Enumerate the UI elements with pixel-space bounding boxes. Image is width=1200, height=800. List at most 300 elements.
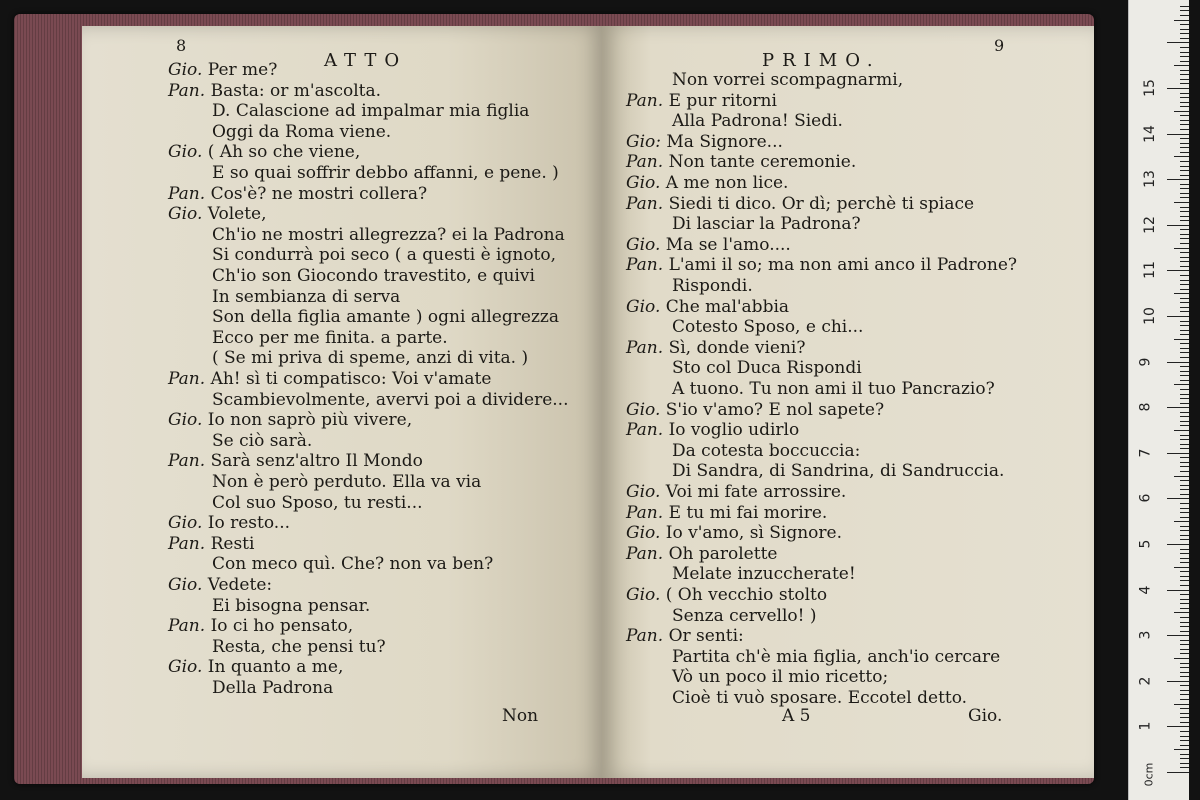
text-line <box>168 575 272 595</box>
dialogue-text: Non tante ceremonie. <box>668 152 857 173</box>
text-line <box>212 225 565 245</box>
dialogue-text: Si condurrà poi seco ( a questi è ignoto, <box>212 245 557 266</box>
ruler-tick <box>1180 649 1189 650</box>
ruler-tick <box>1180 147 1189 148</box>
ruler-tick <box>1180 352 1189 353</box>
ruler-number: 4 <box>1137 585 1154 595</box>
ruler-tick <box>1174 658 1189 659</box>
dialogue-text: Ei bisogna pensar. <box>212 595 371 616</box>
ruler-tick <box>1180 380 1189 381</box>
speaker-name: Gio. <box>626 585 661 605</box>
dialogue-text: Di lasciar la Padrona? <box>672 214 861 235</box>
text-line <box>212 637 386 657</box>
dialogue-text: Io voglio udirlo <box>668 420 800 441</box>
ruler-tick <box>1180 685 1189 686</box>
ruler-tick <box>1180 512 1189 513</box>
dialogue-text: Io ci ho pensato, <box>210 616 354 637</box>
ruler-tick <box>1180 389 1189 390</box>
speaker-name: Pan. <box>626 255 664 276</box>
ruler-number: 15 <box>1141 79 1158 97</box>
dialogue-text: Sì, donde vieni? <box>668 337 806 358</box>
text-line <box>672 358 862 378</box>
speaker-name: Pan. <box>168 369 206 389</box>
dialogue-text: Con meco quì. Che? non va ben? <box>212 554 494 575</box>
ruler-tick <box>1180 375 1189 376</box>
ruler-number: 13 <box>1141 170 1158 189</box>
ruler-tick <box>1180 672 1189 673</box>
ruler-tick <box>1180 594 1189 595</box>
ruler-number: 3 <box>1137 630 1154 640</box>
ruler-tick <box>1167 635 1189 636</box>
ruler-tick <box>1180 640 1189 641</box>
ruler-tick <box>1180 539 1189 540</box>
text-line <box>672 647 1000 667</box>
speaker-name: Pan. <box>626 420 664 441</box>
ruler-tick <box>1180 207 1189 208</box>
text-line <box>212 554 493 574</box>
text-line <box>626 482 846 502</box>
speaker-name: Pan. <box>168 616 206 637</box>
ruler-tick <box>1180 626 1189 627</box>
ruler-number: 8 <box>1137 402 1154 412</box>
speaker-name: Gio. <box>168 410 203 431</box>
speaker-name: Pan. <box>626 152 664 173</box>
ruler-tick <box>1180 580 1189 581</box>
ruler-tick <box>1180 403 1189 404</box>
ruler-number: 1 <box>1137 721 1154 731</box>
dialogue-text: Oggi da Roma viene. <box>212 121 392 142</box>
ruler-tick <box>1180 311 1189 312</box>
ruler-tick <box>1180 425 1189 426</box>
ruler-tick <box>1180 585 1189 586</box>
dialogue-text: Della Padrona <box>212 678 334 698</box>
ruler-tick <box>1180 535 1189 536</box>
ruler-tick <box>1180 175 1189 176</box>
ruler-tick <box>1180 608 1189 609</box>
ruler-tick <box>1180 184 1189 185</box>
ruler-tick <box>1180 124 1189 125</box>
dialogue-text: ( Oh vecchio stolto <box>665 585 828 605</box>
ruler-tick <box>1180 421 1189 422</box>
ruler-tick <box>1180 298 1189 299</box>
text-line <box>626 132 783 152</box>
speaker-name: Pan. <box>626 543 664 564</box>
dialogue-text: Sto col Duca Rispondi <box>672 358 862 379</box>
ruler-tick <box>1180 211 1189 212</box>
text-line <box>168 451 423 471</box>
ruler-tick <box>1180 576 1189 577</box>
speaker-name: Pan. <box>626 626 664 647</box>
dialogue-text: Vò un poco il mio ricetto; <box>672 667 889 688</box>
dialogue-text: Io non saprò più vivere, <box>207 410 413 431</box>
ruler-tick <box>1180 220 1189 221</box>
ruler-tick <box>1180 238 1189 239</box>
ruler-tick <box>1180 644 1189 645</box>
ruler-tick <box>1180 243 1189 244</box>
dialogue-text: Non è però perduto. Ella va via <box>212 472 482 492</box>
ruler-tick <box>1180 444 1189 445</box>
ruler-tick <box>1180 699 1189 700</box>
ruler-tick <box>1174 384 1189 385</box>
ruler-tick <box>1180 52 1189 53</box>
dialogue-text: Oh parolette <box>668 543 778 564</box>
ruler-tick <box>1180 736 1189 737</box>
ruler-tick <box>1180 530 1189 531</box>
dialogue-text: Ma Signore... <box>666 131 783 152</box>
ruler-tick <box>1180 562 1189 563</box>
speaker-name: Gio. <box>626 173 661 193</box>
ruler-tick <box>1180 667 1189 668</box>
ruler-tick <box>1180 549 1189 550</box>
text-line <box>168 616 353 636</box>
dialogue-text: Son della figlia amante ) ogni allegrezza <box>212 307 559 328</box>
ruler-tick <box>1180 106 1189 107</box>
dialogue-text: Ma se l'amo.... <box>665 234 791 255</box>
speaker-name: Gio. <box>626 296 661 317</box>
ruler-tick <box>1180 717 1189 718</box>
ruler-tick <box>1180 754 1189 755</box>
ruler-tick <box>1180 740 1189 741</box>
ruler-tick <box>1180 252 1189 253</box>
ruler-tick <box>1167 270 1189 271</box>
ruler-tick <box>1174 156 1189 157</box>
ruler-tick <box>1180 603 1189 604</box>
ruler-tick <box>1180 115 1189 116</box>
dialogue-text: Vedete: <box>207 575 273 595</box>
speaker-name: Pan. <box>168 533 206 554</box>
ruler-tick <box>1180 33 1189 34</box>
text-line <box>626 400 884 420</box>
ruler-tick <box>1174 202 1189 203</box>
ruler-number: 11 <box>1141 261 1158 280</box>
ruler-tick <box>1180 517 1189 518</box>
dialogue-text: Ch'io ne mostri allegrezza? ei la Padrona <box>212 224 565 245</box>
text-line <box>212 472 481 492</box>
ruler-tick <box>1180 466 1189 467</box>
ruler-tick <box>1180 439 1189 440</box>
ruler-tick <box>1180 79 1189 80</box>
ruler-tick <box>1180 398 1189 399</box>
ruler-tick <box>1180 266 1189 267</box>
ruler-tick <box>1174 476 1189 477</box>
ruler-tick <box>1180 394 1189 395</box>
text-line <box>212 101 529 121</box>
speaker-name: Pan. <box>168 80 206 101</box>
ruler-unit-label: 0cm <box>1142 762 1156 787</box>
speaker-name: Gio. <box>626 523 661 544</box>
ruler-tick <box>1180 653 1189 654</box>
speaker-name: Pan. <box>626 502 664 523</box>
ruler-tick <box>1180 553 1189 554</box>
ruler-tick <box>1167 590 1189 591</box>
dialogue-text: E so quai soffrir debbo affanni, e pene. ) <box>212 163 559 183</box>
text-line <box>626 91 777 111</box>
text-line <box>672 688 967 708</box>
speaker-name: Gio. <box>168 204 203 225</box>
text-line <box>626 235 791 255</box>
ruler-tick <box>1167 453 1189 454</box>
ruler-tick <box>1180 70 1189 71</box>
dialogue-text: Cioè ti vuò sposare. Eccotel detto. <box>672 688 968 708</box>
speaker-name: Gio. <box>626 399 661 420</box>
ruler-tick <box>1180 416 1189 417</box>
ruler-number: 6 <box>1137 493 1154 503</box>
text-line <box>212 307 559 327</box>
ruler-tick <box>1180 229 1189 230</box>
text-line <box>626 544 777 564</box>
ruler-tick <box>1180 302 1189 303</box>
text-line <box>672 111 843 131</box>
left-page <box>82 26 604 778</box>
ruler-tick <box>1180 330 1189 331</box>
ruler-tick <box>1180 97 1189 98</box>
dialogue-text: A me non lice. <box>665 173 789 193</box>
ruler-tick <box>1180 489 1189 490</box>
dialogue-text: Melate inzuccherate! <box>672 564 856 585</box>
text-line <box>168 369 491 389</box>
ruler-tick <box>1180 494 1189 495</box>
ruler-tick <box>1180 758 1189 759</box>
ruler-tick <box>1180 307 1189 308</box>
ruler-tick <box>1180 690 1189 691</box>
ruler-tick <box>1180 676 1189 677</box>
ruler-tick <box>1174 704 1189 705</box>
dialogue-text: Che mal'abbia <box>665 296 790 317</box>
text-line <box>168 657 343 677</box>
speaker-name: Gio. <box>168 60 203 80</box>
ruler-tick <box>1180 284 1189 285</box>
text-line <box>212 348 528 368</box>
text-line <box>626 338 805 358</box>
ruler-number: 2 <box>1137 676 1154 686</box>
ruler-tick <box>1180 193 1189 194</box>
dialogue-text: Or senti: <box>668 626 744 647</box>
ruler-tick <box>1180 289 1189 290</box>
ruler-tick <box>1180 275 1189 276</box>
ruler-tick <box>1180 694 1189 695</box>
text-line <box>672 317 863 337</box>
dialogue-text: Rispondi. <box>672 276 753 296</box>
ruler-tick <box>1180 503 1189 504</box>
ruler-tick <box>1174 339 1189 340</box>
ruler-tick <box>1174 293 1189 294</box>
dialogue-text: A tuono. Tu non ami il tuo Pancrazio? <box>672 379 995 399</box>
dialogue-text: Sarà senz'altro Il Mondo <box>210 451 423 472</box>
right-page <box>602 26 1094 778</box>
text-line <box>168 410 412 430</box>
ruler-tick <box>1180 138 1189 139</box>
ruler-tick <box>1167 544 1189 545</box>
ruler-tick <box>1180 731 1189 732</box>
dialogue-text: Ecco per me finita. a parte. <box>212 327 448 348</box>
ruler-tick <box>1180 56 1189 57</box>
text-line <box>212 493 423 513</box>
text-line <box>212 122 391 142</box>
ruler-number: 12 <box>1141 215 1158 234</box>
speaker-name: Gio. <box>168 142 203 163</box>
dialogue-text: Io resto... <box>207 513 291 534</box>
text-line <box>168 204 267 224</box>
dialogue-text: L'ami il so; ma non ami anco il Padrone? <box>668 255 1017 276</box>
speaker-name: Pan. <box>626 337 664 358</box>
running-head: PRIMO. <box>762 50 881 71</box>
catchword: Non <box>502 706 539 726</box>
speaker-name: Pan. <box>168 183 206 204</box>
text-line <box>168 513 290 533</box>
ruler-tick <box>1167 134 1189 135</box>
ruler-tick <box>1180 216 1189 217</box>
ruler-tick <box>1180 83 1189 84</box>
text-line <box>168 81 381 101</box>
ruler-tick <box>1180 143 1189 144</box>
ruler-tick <box>1180 24 1189 25</box>
dialogue-text: Cos'è? ne mostri collera? <box>210 183 428 204</box>
dialogue-text: D. Calascione ad impalmar mia figlia <box>212 101 530 122</box>
ruler-tick <box>1180 485 1189 486</box>
ruler-tick <box>1180 622 1189 623</box>
ruler-tick <box>1180 448 1189 449</box>
signature-mark: A 5 <box>782 706 811 726</box>
ruler-tick <box>1180 15 1189 16</box>
dialogue-text: Da cotesta boccuccia: <box>672 440 861 461</box>
text-line <box>626 523 842 543</box>
speaker-name: Gio. <box>168 513 203 534</box>
text-line <box>626 297 789 317</box>
ruler-tick <box>1167 362 1189 363</box>
text-line <box>212 328 448 348</box>
text-line <box>672 379 995 399</box>
text-line <box>168 534 254 554</box>
ruler-tick <box>1180 558 1189 559</box>
dialogue-text: In quanto a me, <box>207 657 344 678</box>
dialogue-text: Resti <box>210 533 255 554</box>
dialogue-text: Se ciò sarà. <box>212 430 313 451</box>
text-line <box>212 163 559 183</box>
dialogue-text: Cotesto Sposo, e chi... <box>672 317 864 338</box>
text-line <box>672 276 753 296</box>
ruler-tick <box>1167 225 1189 226</box>
ruler-tick <box>1180 457 1189 458</box>
ruler-tick <box>1180 74 1189 75</box>
dialogue-text: Senza cervello! ) <box>672 605 817 626</box>
ruler-tick <box>1180 280 1189 281</box>
dialogue-text: ( Ah so che viene, <box>207 142 361 163</box>
ruler-tick <box>1180 357 1189 358</box>
ruler-tick <box>1180 617 1189 618</box>
text-line <box>212 431 312 451</box>
text-line <box>626 194 974 214</box>
text-line <box>212 596 370 616</box>
text-line <box>212 245 556 265</box>
ruler-tick <box>1180 508 1189 509</box>
text-line <box>626 585 827 605</box>
ruler-tick <box>1167 681 1189 682</box>
ruler-tick <box>1174 20 1189 21</box>
ruler-tick <box>1180 631 1189 632</box>
speaker-name: Gio. <box>626 234 661 255</box>
ruler-tick <box>1180 371 1189 372</box>
speaker-name: Gio. <box>168 575 203 595</box>
speaker-name: Gio. <box>626 482 661 502</box>
speaker-name: Gio: <box>626 131 661 152</box>
speaker-name: Gio. <box>168 657 203 678</box>
ruler-tick <box>1180 708 1189 709</box>
ruler-tick <box>1180 767 1189 768</box>
ruler-number: 10 <box>1141 307 1158 325</box>
catchword: Gio. <box>968 706 1003 726</box>
measuring-ruler <box>1128 0 1189 800</box>
ruler-tick <box>1167 726 1189 727</box>
dialogue-text: Per me? <box>207 60 278 80</box>
text-line <box>168 184 427 204</box>
book-cover <box>14 14 1094 784</box>
ruler-tick <box>1180 480 1189 481</box>
speaker-name: Pan. <box>626 90 664 111</box>
text-line <box>672 441 860 461</box>
dialogue-text: Basta: or m'ascolta. <box>210 80 382 101</box>
dialogue-text: Partita ch'è mia figlia, anch'io cercare <box>672 646 1001 667</box>
dialogue-text: In sembianza di serva <box>212 286 401 307</box>
ruler-tick <box>1180 763 1189 764</box>
ruler-tick <box>1180 93 1189 94</box>
ruler-tick <box>1180 722 1189 723</box>
text-line <box>626 255 1017 275</box>
text-line <box>626 503 827 523</box>
ruler-tick <box>1167 42 1189 43</box>
ruler-tick <box>1180 343 1189 344</box>
text-line <box>626 152 856 172</box>
speaker-name: Pan. <box>168 451 206 472</box>
ruler-tick <box>1180 366 1189 367</box>
ruler-tick <box>1180 435 1189 436</box>
ruler-tick <box>1174 521 1189 522</box>
dialogue-text: Volete, <box>207 204 267 225</box>
ruler-tick <box>1180 170 1189 171</box>
ruler-tick <box>1180 261 1189 262</box>
ruler-tick <box>1180 152 1189 153</box>
dialogue-text: Siedi ti dico. Or dì; perchè ti spiace <box>668 193 975 214</box>
dialogue-text: Ah! sì ti compatisco: Voi v'amate <box>210 369 492 389</box>
ruler-tick <box>1180 257 1189 258</box>
dialogue-text: E pur ritorni <box>668 90 777 111</box>
speaker-name: Pan. <box>626 193 664 214</box>
ruler-tick <box>1180 334 1189 335</box>
ruler-tick <box>1180 120 1189 121</box>
ruler-tick <box>1174 749 1189 750</box>
ruler-tick <box>1180 745 1189 746</box>
running-head: ATTO <box>324 50 408 71</box>
ruler-tick <box>1180 188 1189 189</box>
page-number: 9 <box>994 36 1005 55</box>
text-line <box>672 564 856 584</box>
text-line <box>212 390 568 410</box>
ruler-number: 5 <box>1137 539 1154 549</box>
ruler-tick <box>1180 526 1189 527</box>
text-line <box>672 70 903 90</box>
dialogue-text: Scambievolmente, avervi poi a dividere... <box>212 389 569 410</box>
ruler-tick <box>1180 161 1189 162</box>
ruler-tick <box>1180 325 1189 326</box>
ruler-tick <box>1174 612 1189 613</box>
ruler-number: 14 <box>1141 124 1158 143</box>
ruler-tick <box>1167 498 1189 499</box>
text-line <box>212 678 333 698</box>
ruler-tick <box>1174 430 1189 431</box>
ruler-tick <box>1174 65 1189 66</box>
ruler-tick <box>1167 179 1189 180</box>
text-line <box>168 60 277 80</box>
ruler-tick <box>1180 166 1189 167</box>
